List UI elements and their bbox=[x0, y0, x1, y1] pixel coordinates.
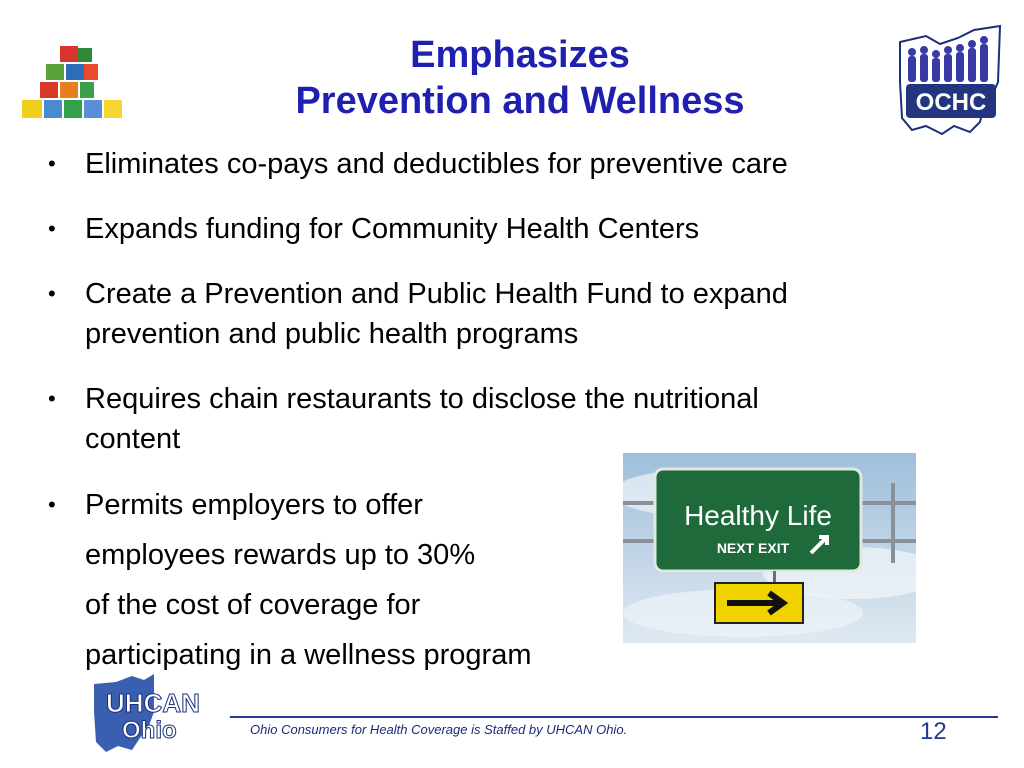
bullet-marker: • bbox=[48, 492, 56, 517]
footer-divider bbox=[230, 716, 998, 718]
uhcan-logo-line1: UHCAN bbox=[106, 688, 200, 718]
bullet-line: Eliminates co-pays and deductibles for preventive care bbox=[85, 148, 788, 180]
slide-title bbox=[200, 32, 840, 124]
footer-text: Ohio Consumers for Health Coverage is Staffed by UHCAN Ohio. bbox=[250, 722, 628, 737]
bullet-line: content bbox=[85, 423, 181, 455]
bullet-line: Expands funding for Community Health Centers bbox=[85, 213, 700, 245]
ochc-logo bbox=[896, 22, 1004, 138]
page-number: 12 bbox=[920, 718, 947, 745]
bullet-line: Create a Prevention and Public Health Fund to expand bbox=[85, 278, 788, 310]
bullet-line: Permits employers to offer bbox=[85, 489, 423, 521]
sign-main-text: Healthy Life bbox=[684, 500, 832, 531]
uhcan-ohio-logo bbox=[88, 672, 218, 754]
bullet-marker: • bbox=[48, 281, 56, 306]
bullet-line: participating in a wellness program bbox=[85, 639, 532, 671]
bullet-line: of the cost of coverage for bbox=[85, 589, 421, 621]
uhcan-logo-line2: Ohio bbox=[122, 717, 177, 744]
title-line-2: Prevention and Wellness bbox=[295, 80, 745, 122]
sign-sub-text: NEXT EXIT bbox=[716, 540, 790, 556]
bullet-line: prevention and public health programs bbox=[85, 318, 579, 350]
bullet-marker: • bbox=[48, 216, 56, 241]
healthy-life-sign-image bbox=[623, 453, 916, 643]
bullet-line: employees rewards up to 30% bbox=[85, 539, 476, 571]
building-blocks-icon bbox=[18, 42, 130, 126]
ochc-logo-text: OCHC bbox=[915, 89, 987, 116]
bullet-marker: • bbox=[48, 151, 56, 176]
title-line-1: Emphasizes bbox=[410, 34, 630, 76]
bullet-marker: • bbox=[48, 386, 56, 411]
bullet-line: Requires chain restaurants to disclose the nutritional bbox=[85, 383, 759, 415]
